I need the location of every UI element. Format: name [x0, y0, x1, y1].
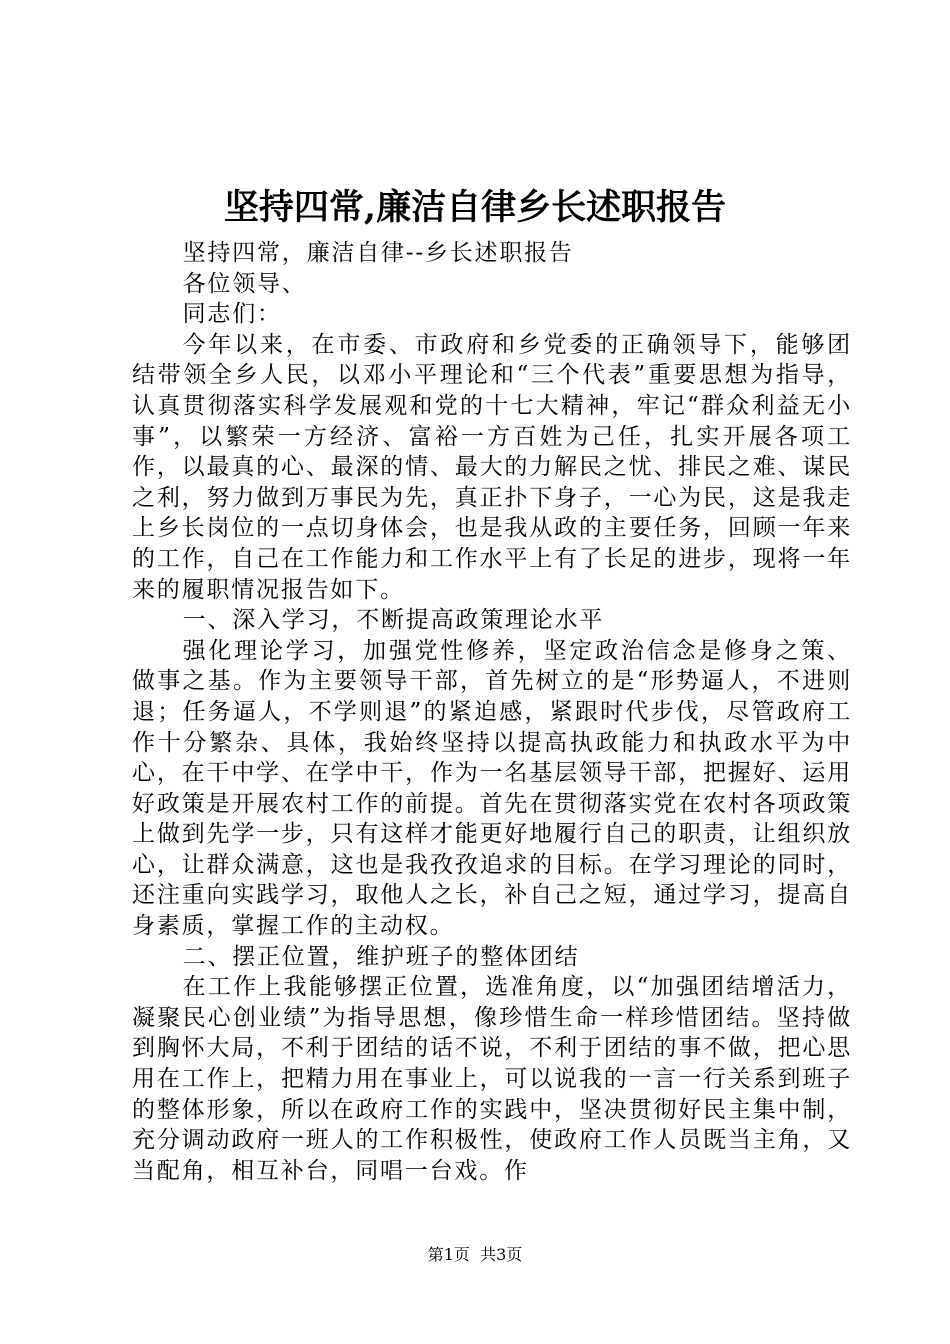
page-footer: [0, 1244, 950, 1266]
body-paragraph: 在工作上我能够摆正位置，选准角度，以“加强团结增活力，凝聚民心创业绩”为指导思想，像珍惜生命一样珍惜团结。坚持做到胸怀大局，不利于团结的话不说，不利于团结的事不做，把心思用在工作上，把精力用在事业上，可以说我的一言一行关系到班子的整体形象，所以在政府工作的实践中，坚决贯彻好民主集中制，充分调动政府一班人的工作积极性，使政府工作人员既当主角，又当配角，相互补台，同唱一台戏。作: [132, 974, 852, 1184]
document-body: [132, 238, 852, 1186]
page-total: 共3页: [480, 1245, 523, 1264]
body-paragraph: 强化理论学习，加强党性修养，坚定政治信念是修身之策、做事之基。作为主要领导干部，首先树立的是“形势逼人，不进则退；任务逼人，不学则退”的紧迫感，紧跟时代步伐，尽管政府工作十分繁杂、具体，我始终坚持以提高执政能力和执政水平为中心，在干中学、在学中干，作为一名基层领导干部，把握好、运用好政策是开展农村工作的前提。首先在贯彻落实党在农村各项政策上做到先学一步，只有这样才能更好地履行自己的职责，让组织放心，让群众满意，这也是我孜孜追求的目标。在学习理论的同时，还注重向实践学习，取他人之长，补自己之短，通过学习，提高自身素质，掌握工作的主动权。: [132, 637, 852, 940]
body-paragraph: 今年以来，在市委、市政府和乡党委的正确领导下，能够团结带领全乡人民，以邓小平理论和“三个代表”重要思想为指导，认真贯彻落实科学发展观和党的十七大精神，牢记“群众利益无小事”，以繁荣一方经济、富裕一方百姓为己任，扎实开展各项工作，以最真的心、最深的情、最大的力解民之忧、排民之难、谋民之利，努力做到万事民为先，真正扑下身子，一心为民，这是我走上乡长岗位的一点切身体会，也是我从政的主要任务，回顾一年来的工作，自己在工作能力和工作水平上有了长足的进步，现将一年来的履职情况报告如下。: [132, 331, 852, 603]
salutation-line: 同志们：: [182, 301, 282, 328]
document-title: 坚持四常,廉洁自律乡长述职报告: [223, 187, 727, 228]
salutation-line: 各位领导、: [182, 270, 307, 297]
page-number: 第1页: [427, 1245, 470, 1264]
subtitle-paragraph: 坚持四常，廉洁自律--乡长述职报告: [182, 240, 574, 266]
section-heading: 一、深入学习，不断提高政策理论水平: [182, 607, 605, 634]
section-heading: 二、摆正位置，维护班子的整体团结: [182, 943, 580, 970]
